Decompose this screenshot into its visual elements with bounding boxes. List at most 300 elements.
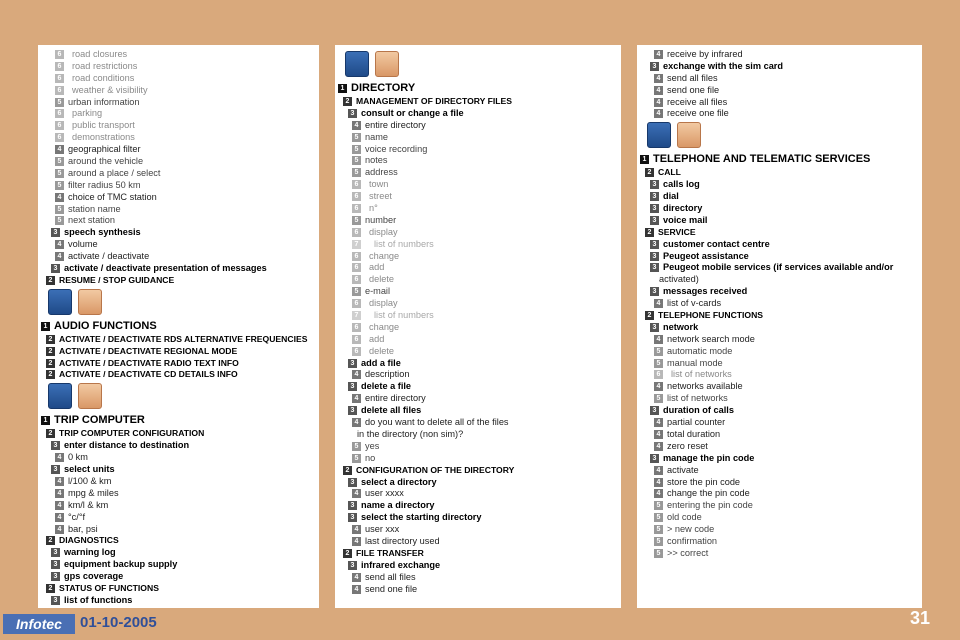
menu-item-label: °c/°f xyxy=(68,511,86,522)
menu-item-label: e-mail xyxy=(365,286,391,297)
menu-item xyxy=(637,262,922,274)
level-badge: 3 xyxy=(650,216,659,225)
section-icons xyxy=(647,122,922,148)
menu-item-label: equipment backup supply xyxy=(64,559,178,570)
menu-item-label: DIAGNOSTICS xyxy=(59,535,119,546)
menu-item-label: networks available xyxy=(667,381,743,392)
menu-item-label: > new code xyxy=(667,524,715,535)
menu-item-label: store the pin code xyxy=(667,476,741,487)
level-badge: 5 xyxy=(352,216,361,225)
menu-item xyxy=(637,251,922,263)
menu-item-label: duration of calls xyxy=(663,405,734,416)
level-badge: 5 xyxy=(352,287,361,296)
menu-item xyxy=(637,334,922,346)
menu-item xyxy=(38,559,319,571)
menu-item-label: add xyxy=(369,262,385,273)
menu-item xyxy=(335,81,621,96)
menu-item xyxy=(637,548,922,560)
level-badge: 2 xyxy=(343,97,352,106)
menu-item xyxy=(335,322,621,334)
level-badge: 5 xyxy=(352,442,361,451)
menu-item-label: send one file xyxy=(667,84,720,95)
menu-tree-col1 xyxy=(38,49,319,607)
level-badge: 6 xyxy=(352,228,361,237)
level-badge: 5 xyxy=(654,501,663,510)
level-badge: 4 xyxy=(55,193,64,202)
menu-item-label: speech synthesis xyxy=(64,227,141,238)
menu-item-label: Peugeot mobile services (if services available and/or xyxy=(663,262,894,273)
menu-item-label: consult or change a file xyxy=(361,107,464,118)
menu-item xyxy=(335,251,621,263)
level-badge: 4 xyxy=(654,109,663,118)
level-badge: 4 xyxy=(55,453,64,462)
level-badge: 5 xyxy=(352,168,361,177)
menu-item-label: TELEPHONE FUNCTIONS xyxy=(658,310,764,321)
menu-item-label: network xyxy=(663,321,699,332)
level-badge: 6 xyxy=(352,275,361,284)
menu-item-label: do you want to delete all of the files xyxy=(365,417,509,428)
level-badge: 4 xyxy=(55,252,64,261)
menu-item xyxy=(637,73,922,85)
level-badge: 3 xyxy=(348,406,357,415)
level-badge: 3 xyxy=(650,287,659,296)
menu-item xyxy=(38,204,319,216)
level-badge: 4 xyxy=(352,585,361,594)
level-badge: 4 xyxy=(55,240,64,249)
level-badge: 3 xyxy=(51,572,60,581)
level-badge: 4 xyxy=(654,418,663,427)
menu-item-label: ACTIVATE / DEACTIVATE RDS ALTERNATIVE FREQUENCIES xyxy=(59,333,308,344)
section-icons xyxy=(345,51,621,77)
menu-item-label: old code xyxy=(667,512,702,523)
menu-item xyxy=(38,168,319,180)
menu-item xyxy=(38,49,319,61)
level-badge: 4 xyxy=(55,501,64,510)
menu-item-label: send one file xyxy=(365,583,418,594)
menu-item xyxy=(637,429,922,441)
level-badge: 2 xyxy=(645,311,654,320)
level-badge: 5 xyxy=(654,347,663,356)
menu-item-label: notes xyxy=(365,155,388,166)
menu-item-label: customer contact centre xyxy=(663,238,770,249)
level-badge: 5 xyxy=(654,549,663,558)
level-badge: 6 xyxy=(55,50,64,59)
menu-item-label: voice recording xyxy=(365,143,428,154)
menu-item-label: automatic mode xyxy=(667,345,733,356)
menu-item-label: public transport xyxy=(72,120,135,131)
menu-item xyxy=(637,405,922,417)
level-badge: 4 xyxy=(352,394,361,403)
menu-item xyxy=(38,227,319,239)
menu-item xyxy=(38,571,319,583)
level-badge: 3 xyxy=(348,359,357,368)
menu-item-label: entire directory xyxy=(365,393,426,404)
level-badge: 3 xyxy=(51,465,60,474)
section-icons xyxy=(48,383,319,409)
menu-item xyxy=(335,560,621,572)
level-badge: 6 xyxy=(352,252,361,261)
fuel-pump-icon xyxy=(78,383,102,409)
menu-item-label: receive all files xyxy=(667,96,728,107)
menu-item xyxy=(335,144,621,156)
menu-item-label: last directory used xyxy=(365,535,440,546)
menu-item-label: STATUS OF FUNCTIONS xyxy=(59,582,159,593)
level-badge: 2 xyxy=(46,584,55,593)
at-sign-icon xyxy=(647,122,671,148)
level-badge: 5 xyxy=(352,156,361,165)
level-badge: 3 xyxy=(348,109,357,118)
phone-icon xyxy=(677,122,701,148)
menu-item-label: weather & visibility xyxy=(72,84,148,95)
level-badge: 2 xyxy=(343,549,352,558)
menu-item xyxy=(637,536,922,548)
menu-item-label: receive by infrared xyxy=(667,49,743,59)
level-badge: 3 xyxy=(348,501,357,510)
level-badge: 4 xyxy=(352,418,361,427)
menu-item-label: user xxx xyxy=(365,524,400,535)
menu-item-label: calls log xyxy=(663,179,700,190)
menu-item-label: list of v-cards xyxy=(667,298,722,309)
menu-item xyxy=(335,381,621,393)
menu-item-label: add a file xyxy=(361,357,401,368)
level-badge: 4 xyxy=(352,489,361,498)
menu-item xyxy=(637,274,922,286)
menu-item-label: yes xyxy=(365,440,380,451)
menu-item xyxy=(637,152,922,167)
level-badge: 3 xyxy=(650,323,659,332)
level-badge: 4 xyxy=(654,430,663,439)
level-badge: 5 xyxy=(352,454,361,463)
menu-item-label: bar, psi xyxy=(68,523,98,534)
level-badge: 6 xyxy=(352,323,361,332)
left-column-panel xyxy=(38,45,319,608)
menu-item-continuation: activated) xyxy=(659,274,699,285)
menu-item xyxy=(38,156,319,168)
menu-item xyxy=(335,132,621,144)
menu-item xyxy=(335,548,621,560)
menu-item xyxy=(38,192,319,204)
level-badge: 5 xyxy=(55,216,64,225)
menu-item-label: station name xyxy=(68,203,121,214)
menu-item-label: filter radius 50 km xyxy=(68,179,141,190)
menu-item xyxy=(335,512,621,524)
level-badge: 6 xyxy=(55,133,64,142)
menu-item-label: next station xyxy=(68,215,115,226)
menu-item xyxy=(637,417,922,429)
menu-item-label: choice of TMC station xyxy=(68,191,157,202)
level-badge: 5 xyxy=(654,513,663,522)
menu-item-label: MANAGEMENT OF DIRECTORY FILES xyxy=(356,96,512,106)
menu-item-label: voice mail xyxy=(663,214,708,225)
level-badge: 5 xyxy=(55,181,64,190)
menu-item xyxy=(335,179,621,191)
menu-item-label: infrared exchange xyxy=(361,559,441,570)
level-badge: 3 xyxy=(650,192,659,201)
menu-item xyxy=(637,512,922,524)
menu-item-label: enter distance to destination xyxy=(64,440,190,451)
level-badge: 4 xyxy=(654,299,663,308)
level-badge: 5 xyxy=(654,359,663,368)
menu-item-label: dial xyxy=(663,191,679,202)
level-badge: 1 xyxy=(41,322,50,331)
menu-item-label: delete all files xyxy=(361,405,422,416)
menu-item xyxy=(335,108,621,120)
menu-item xyxy=(637,358,922,370)
menu-item xyxy=(38,73,319,85)
level-badge: 3 xyxy=(348,382,357,391)
level-badge: 2 xyxy=(46,335,55,344)
menu-item-label: FILE TRANSFER xyxy=(356,547,424,558)
level-badge: 4 xyxy=(654,442,663,451)
level-badge: 4 xyxy=(352,370,361,379)
level-badge: 5 xyxy=(654,525,663,534)
menu-item xyxy=(38,524,319,536)
menu-item-label: km/l & km xyxy=(68,499,109,510)
menu-item xyxy=(335,155,621,167)
menu-item-label: receive one file xyxy=(667,108,729,119)
level-badge: 6 xyxy=(55,74,64,83)
menu-item xyxy=(335,393,621,405)
menu-item xyxy=(335,215,621,227)
menu-item-label: road closures xyxy=(72,49,128,59)
level-badge: 1 xyxy=(338,84,347,93)
menu-item xyxy=(335,584,621,596)
level-badge: 4 xyxy=(55,145,64,154)
menu-item xyxy=(335,191,621,203)
level-badge: 4 xyxy=(654,50,663,59)
menu-item xyxy=(335,227,621,239)
menu-item-label: street xyxy=(369,191,392,202)
level-badge: 6 xyxy=(654,370,663,379)
menu-item-label: volume xyxy=(68,239,98,250)
menu-item-label: gps coverage xyxy=(64,571,124,582)
level-badge: 7 xyxy=(352,311,361,320)
menu-item-label: partial counter xyxy=(667,417,726,428)
menu-item-label: n° xyxy=(369,203,378,214)
level-badge: 6 xyxy=(352,204,361,213)
menu-item-label: list of numbers xyxy=(374,238,434,249)
menu-item-label: activate xyxy=(667,464,699,475)
level-badge: 2 xyxy=(645,168,654,177)
menu-item-label: change xyxy=(369,250,400,261)
menu-item-label: messages received xyxy=(663,286,748,297)
level-badge: 4 xyxy=(654,86,663,95)
right-column-panel xyxy=(637,45,922,608)
level-badge: 4 xyxy=(55,489,64,498)
menu-item xyxy=(335,239,621,251)
menu-item-label: road restrictions xyxy=(72,60,138,71)
middle-column-panel xyxy=(335,45,621,608)
menu-item-label: list of functions xyxy=(64,594,133,605)
level-badge: 2 xyxy=(46,276,55,285)
menu-item xyxy=(335,346,621,358)
level-badge: 3 xyxy=(51,228,60,237)
menu-item xyxy=(335,334,621,346)
menu-item-label: select units xyxy=(64,464,115,475)
level-badge: 3 xyxy=(650,406,659,415)
level-badge: 5 xyxy=(654,537,663,546)
menu-item xyxy=(38,464,319,476)
menu-item-label: display xyxy=(369,298,398,309)
menu-item-label: change xyxy=(369,321,400,332)
menu-item-label: TRIP COMPUTER CONFIGURATION xyxy=(59,428,205,439)
menu-item xyxy=(38,369,319,381)
menu-item xyxy=(38,500,319,512)
menu-item-label: delete xyxy=(369,345,395,356)
menu-item-label: ACTIVATE / DEACTIVATE REGIONAL MODE xyxy=(59,345,238,356)
menu-item xyxy=(637,108,922,120)
menu-item-label: l/100 & km xyxy=(68,475,112,486)
menu-item xyxy=(637,49,922,61)
menu-item xyxy=(38,488,319,500)
menu-item xyxy=(38,239,319,251)
level-badge: 2 xyxy=(46,536,55,545)
level-badge: 5 xyxy=(55,98,64,107)
level-badge: 4 xyxy=(55,513,64,522)
menu-item-label: around the vehicle xyxy=(68,156,144,167)
menu-item xyxy=(335,358,621,370)
menu-item-continuation: in the directory (non sim)? xyxy=(357,428,464,439)
menu-item-label: 0 km xyxy=(68,452,88,463)
level-badge: 5 xyxy=(654,394,663,403)
level-badge: 2 xyxy=(46,359,55,368)
menu-item-label: activate / deactivate presentation of messages xyxy=(64,263,267,274)
menu-item-label: demonstrations xyxy=(72,132,135,143)
menu-item xyxy=(335,262,621,274)
level-badge: 2 xyxy=(46,429,55,438)
menu-item-label: directory xyxy=(663,203,703,214)
menu-item xyxy=(335,429,621,441)
laptop-icon xyxy=(48,383,72,409)
menu-item xyxy=(637,215,922,227)
menu-item xyxy=(637,381,922,393)
menu-item xyxy=(637,453,922,465)
menu-item xyxy=(335,310,621,322)
level-badge: 6 xyxy=(352,263,361,272)
level-badge: 3 xyxy=(650,454,659,463)
menu-item xyxy=(335,500,621,512)
footer-date: 01-10-2005 xyxy=(80,614,157,631)
menu-item-label: description xyxy=(365,369,410,380)
menu-item xyxy=(335,453,621,465)
menu-item xyxy=(637,346,922,358)
level-badge: 4 xyxy=(352,525,361,534)
menu-item-label: list of networks xyxy=(667,393,728,404)
menu-item xyxy=(38,440,319,452)
menu-item-label: RESUME / STOP GUIDANCE xyxy=(59,274,175,285)
menu-item-label: mpg & miles xyxy=(68,487,119,498)
menu-item xyxy=(335,167,621,179)
menu-item xyxy=(335,488,621,500)
level-badge: 3 xyxy=(650,240,659,249)
menu-item-label: delete a file xyxy=(361,381,412,392)
menu-item xyxy=(335,120,621,132)
menu-item-label: network search mode xyxy=(667,333,755,344)
menu-item xyxy=(38,547,319,559)
menu-item xyxy=(38,61,319,73)
menu-item-label: no xyxy=(365,452,376,463)
level-badge: 3 xyxy=(650,62,659,71)
menu-item xyxy=(637,191,922,203)
menu-item-label: list of numbers xyxy=(374,310,434,321)
level-badge: 2 xyxy=(645,228,654,237)
level-badge: 3 xyxy=(650,252,659,261)
level-badge: 5 xyxy=(352,145,361,154)
menu-item-label: town xyxy=(369,179,389,190)
menu-item xyxy=(637,393,922,405)
menu-item-label: parking xyxy=(72,108,103,119)
menu-item xyxy=(38,144,319,156)
level-badge: 6 xyxy=(352,299,361,308)
menu-item xyxy=(335,441,621,453)
level-badge: 3 xyxy=(348,513,357,522)
menu-item xyxy=(38,275,319,287)
level-badge: 3 xyxy=(650,180,659,189)
menu-item xyxy=(335,465,621,477)
level-badge: 3 xyxy=(51,441,60,450)
level-badge: 3 xyxy=(51,548,60,557)
menu-item-label: delete xyxy=(369,274,395,285)
menu-item-label: road conditions xyxy=(72,72,135,83)
menu-item xyxy=(335,477,621,489)
level-badge: 4 xyxy=(55,525,64,534)
menu-tree-col3 xyxy=(637,49,922,560)
level-badge: 6 xyxy=(55,121,64,130)
menu-item-label: entering the pin code xyxy=(667,500,753,511)
level-badge: 2 xyxy=(46,347,55,356)
menu-item xyxy=(38,251,319,263)
level-badge: 4 xyxy=(654,74,663,83)
menu-item xyxy=(335,524,621,536)
menu-item-label: exchange with the sim card xyxy=(663,60,783,71)
menu-item xyxy=(38,319,319,334)
menu-item-label: geographical filter xyxy=(68,144,141,155)
menu-item-label: entire directory xyxy=(365,119,426,130)
menu-item xyxy=(637,488,922,500)
level-badge: 1 xyxy=(640,155,649,164)
menu-item-label: display xyxy=(369,226,398,237)
menu-item xyxy=(335,96,621,108)
menu-item-label: list of networks xyxy=(671,369,732,380)
menu-item xyxy=(38,476,319,488)
menu-item xyxy=(38,263,319,275)
page-number: 31 xyxy=(909,608,930,628)
level-badge: 4 xyxy=(654,466,663,475)
menu-item-label: address xyxy=(365,167,398,178)
menu-item xyxy=(637,310,922,322)
menu-item-label: ACTIVATE / DEACTIVATE RADIO TEXT INFO xyxy=(59,357,239,368)
menu-item-label: TRIP COMPUTER xyxy=(54,414,145,427)
menu-item xyxy=(637,298,922,310)
menu-item xyxy=(38,452,319,464)
menu-item xyxy=(38,108,319,120)
level-badge: 3 xyxy=(650,263,659,272)
menu-item-label: >> correct xyxy=(667,547,709,558)
level-badge: 4 xyxy=(654,335,663,344)
section-icons xyxy=(48,289,319,315)
menu-item-label: send all files xyxy=(667,72,718,83)
menu-item-label: urban information xyxy=(68,96,140,107)
menu-item-label: warning log xyxy=(64,547,116,558)
menu-item xyxy=(637,179,922,191)
level-badge: 4 xyxy=(654,489,663,498)
level-badge: 5 xyxy=(55,157,64,166)
level-badge: 5 xyxy=(55,169,64,178)
level-badge: 6 xyxy=(55,62,64,71)
menu-item-label: around a place / select xyxy=(68,167,161,178)
menu-item xyxy=(335,536,621,548)
level-badge: 4 xyxy=(654,478,663,487)
